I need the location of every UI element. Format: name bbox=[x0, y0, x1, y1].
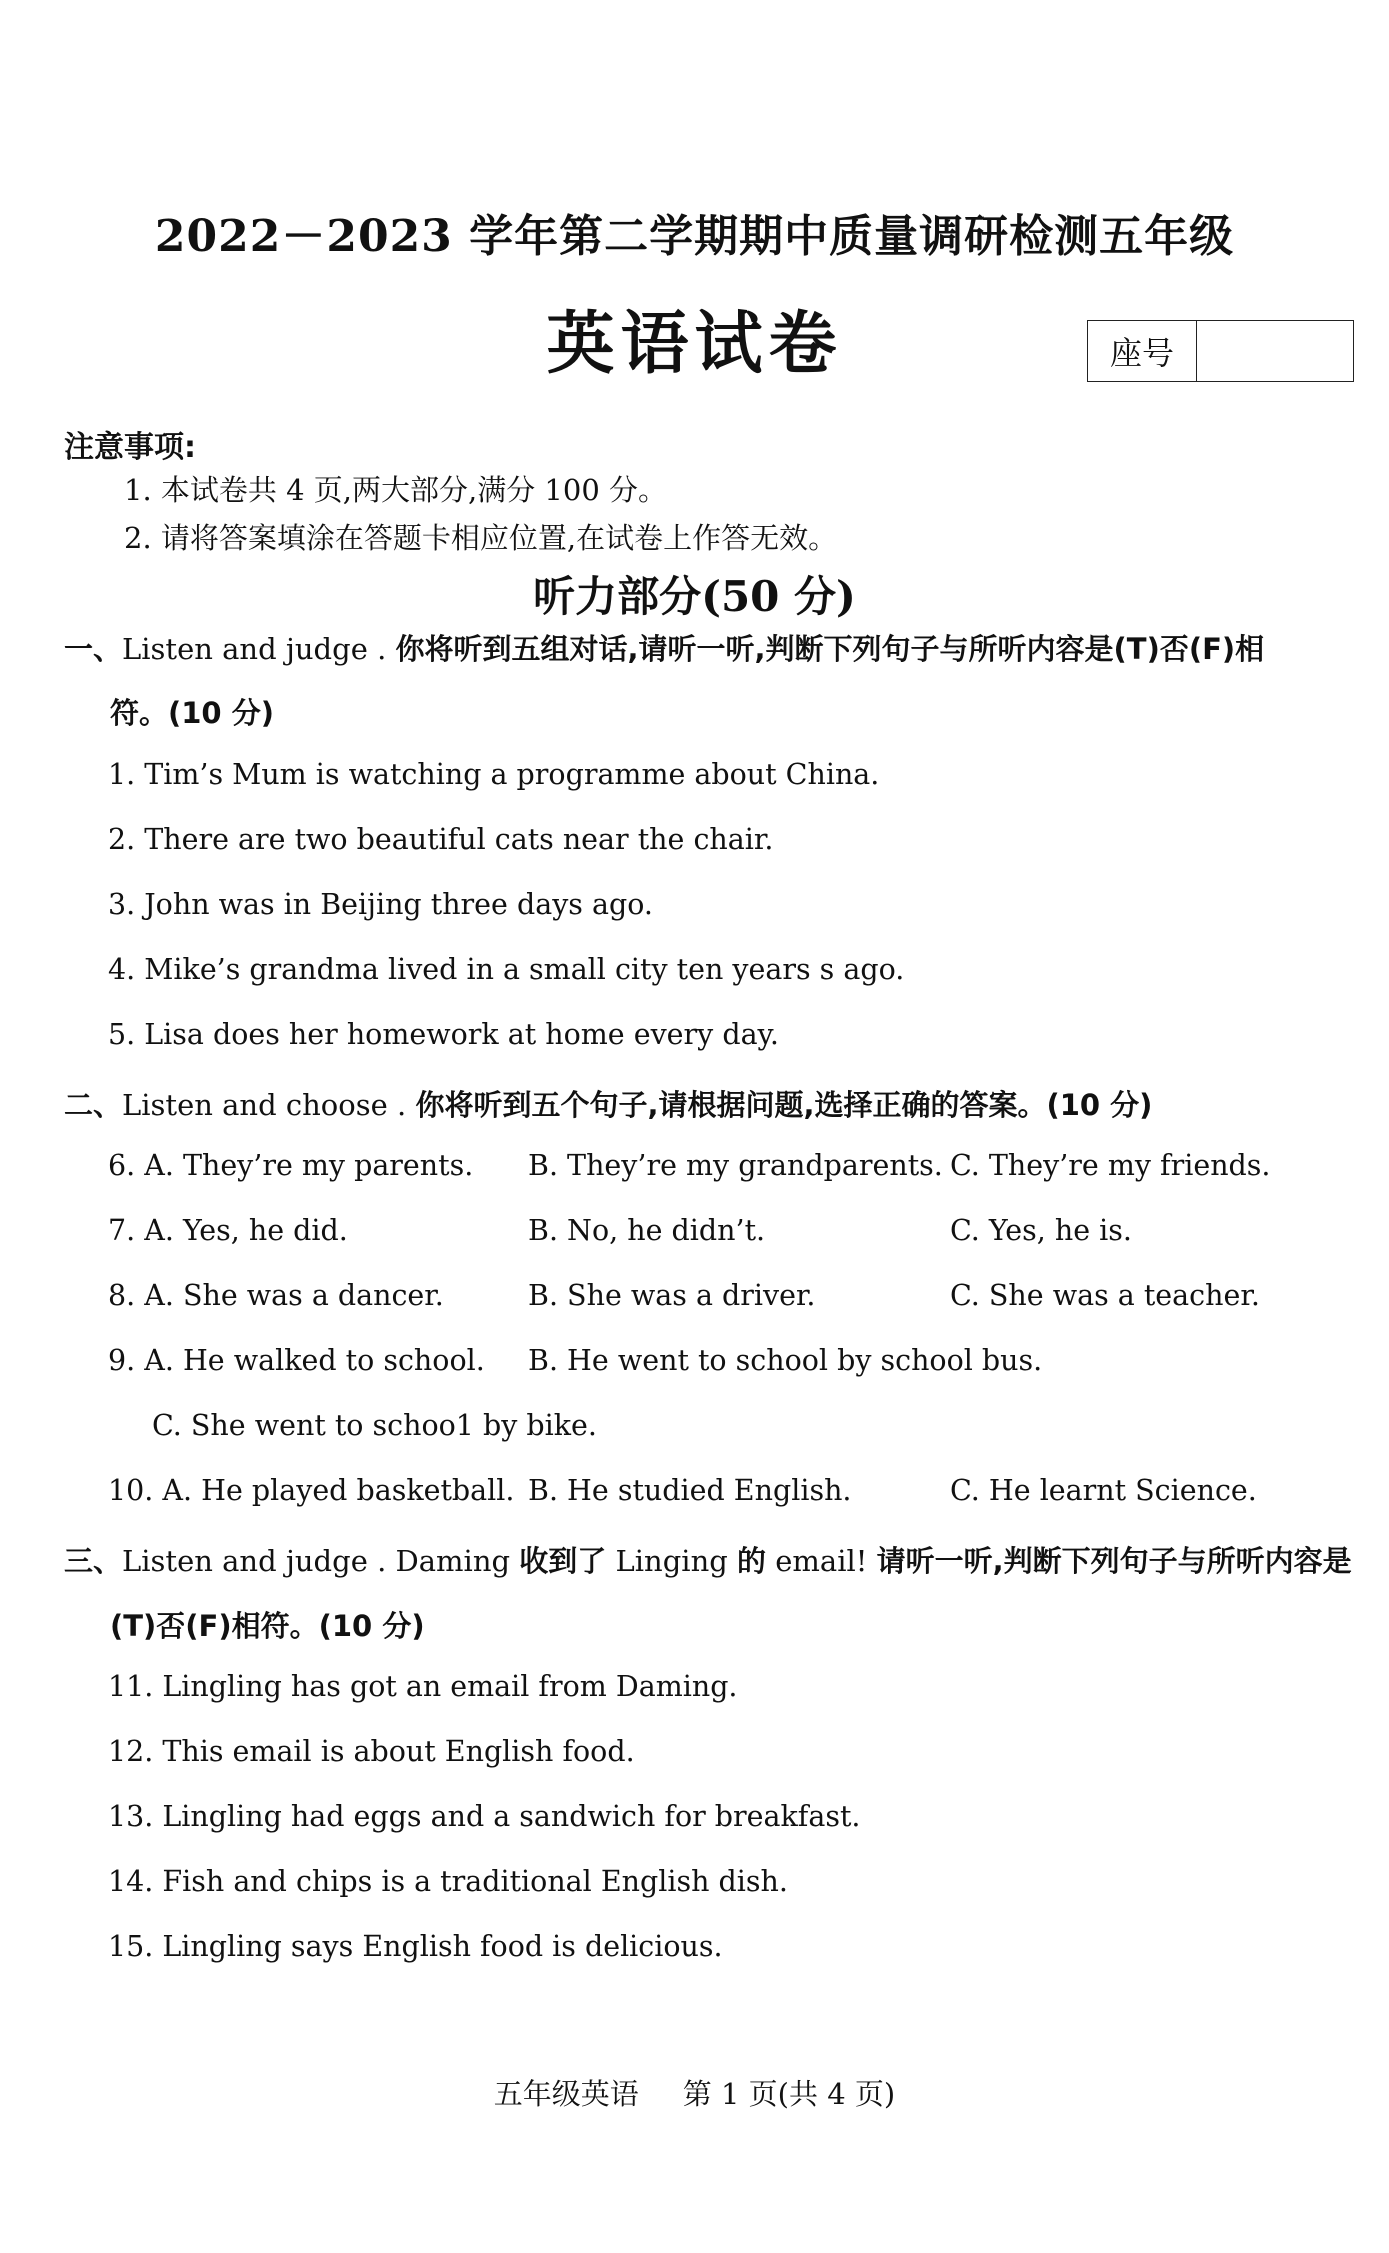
question-item: 1. Tim’s Mum is watching a programme about China. bbox=[108, 758, 880, 791]
section-1-english: Listen and judge . bbox=[122, 632, 396, 666]
section-3-english-c: email! bbox=[766, 1544, 877, 1578]
question-item: 4. Mike’s grandma lived in a small city ten years s ago. bbox=[108, 953, 905, 986]
section-1-points: 符。(10 分) bbox=[110, 696, 274, 730]
seat-value bbox=[1197, 321, 1353, 381]
question-item: 14. Fish and chips is a traditional English dish. bbox=[108, 1865, 788, 1898]
seat-label: 座号 bbox=[1088, 321, 1197, 381]
choice-a: 8. A. She was a dancer. bbox=[108, 1279, 444, 1312]
section-3-points: (T)否(F)相符。(10 分) bbox=[110, 1609, 425, 1643]
question-item: 2. There are two beautiful cats near the chair. bbox=[108, 823, 774, 856]
section-2-english: Listen and choose . bbox=[122, 1088, 416, 1122]
choice-b: B. He studied English. bbox=[528, 1474, 852, 1507]
footer-subject: 五年级英语 bbox=[493, 2077, 639, 2111]
choice-a: 7. A. Yes, he did. bbox=[108, 1214, 348, 1247]
choice-a: 9. A. He walked to school. bbox=[108, 1344, 485, 1377]
question-item: 15. Lingling says English food is delicious. bbox=[108, 1930, 723, 1963]
choice-c: C. She went to schoo1 by bike. bbox=[152, 1409, 597, 1442]
section-3-heading bbox=[64, 1539, 1352, 1580]
note-item: 1. 本试卷共 4 页,两大部分,满分 100 分。 bbox=[124, 473, 668, 507]
choice-c: C. Yes, he is. bbox=[950, 1214, 1132, 1247]
section-1-continuation bbox=[110, 691, 274, 732]
note-item: 2. 请将答案填涂在答题卡相应位置,在试卷上作答无效。 bbox=[124, 521, 838, 555]
section-2-number: 二、 bbox=[64, 1088, 123, 1122]
section-1-number: 一、 bbox=[64, 632, 123, 666]
choice-a: 10. A. He played basketball. bbox=[108, 1474, 515, 1507]
section-3-instruction-a: 收到了 bbox=[519, 1544, 607, 1578]
question-item: 11. Lingling has got an email from Daming. bbox=[108, 1670, 738, 1703]
section-1-heading bbox=[64, 627, 1264, 668]
notes-title: 注意事项: bbox=[64, 430, 196, 465]
exam-title: 2022－2023 学年第二学期期中质量调研检测五年级 bbox=[154, 211, 1235, 262]
section-3-english: Listen and judge . Daming bbox=[122, 1544, 520, 1578]
choice-b: B. They’re my grandparents. bbox=[528, 1149, 943, 1182]
section-2-heading bbox=[64, 1083, 1152, 1124]
choice-b: B. She was a driver. bbox=[528, 1279, 816, 1312]
choice-c: C. They’re my friends. bbox=[950, 1149, 1271, 1182]
section-1-instruction: 你将听到五组对话,请听一听,判断下列句子与所听内容是(T)否(F)相 bbox=[395, 632, 1265, 666]
choice-c: C. She was a teacher. bbox=[950, 1279, 1260, 1312]
section-3-english-b: Linging bbox=[606, 1544, 738, 1578]
question-item: 5. Lisa does her homework at home every day. bbox=[108, 1018, 779, 1051]
section-3-instruction-c: 请听一听,判断下列句子与所听内容是 bbox=[876, 1544, 1352, 1578]
section-3-instruction-b: 的 bbox=[737, 1544, 767, 1578]
choice-b: B. He went to school by school bus. bbox=[528, 1344, 1043, 1377]
question-item: 12. This email is about English food. bbox=[108, 1735, 635, 1768]
exam-subtitle: 英语试卷 bbox=[546, 304, 843, 384]
choice-b: B. No, he didn’t. bbox=[528, 1214, 766, 1247]
choice-a: 6. A. They’re my parents. bbox=[108, 1149, 474, 1182]
choice-c: C. He learnt Science. bbox=[950, 1474, 1257, 1507]
seat-number-box bbox=[1087, 320, 1354, 382]
section-2-instruction: 你将听到五个句子,请根据问题,选择正确的答案。(10 分) bbox=[415, 1088, 1153, 1122]
question-item: 13. Lingling had eggs and a sandwich for breakfast. bbox=[108, 1800, 861, 1833]
question-item: 3. John was in Beijing three days ago. bbox=[108, 888, 653, 921]
section-3-number: 三、 bbox=[64, 1544, 123, 1578]
footer-page-number: 第 1 页(共 4 页) bbox=[682, 2077, 896, 2111]
section-3-continuation bbox=[110, 1604, 425, 1645]
listening-section-title: 听力部分(50 分) bbox=[533, 572, 856, 621]
page-footer bbox=[0, 2072, 1389, 2113]
